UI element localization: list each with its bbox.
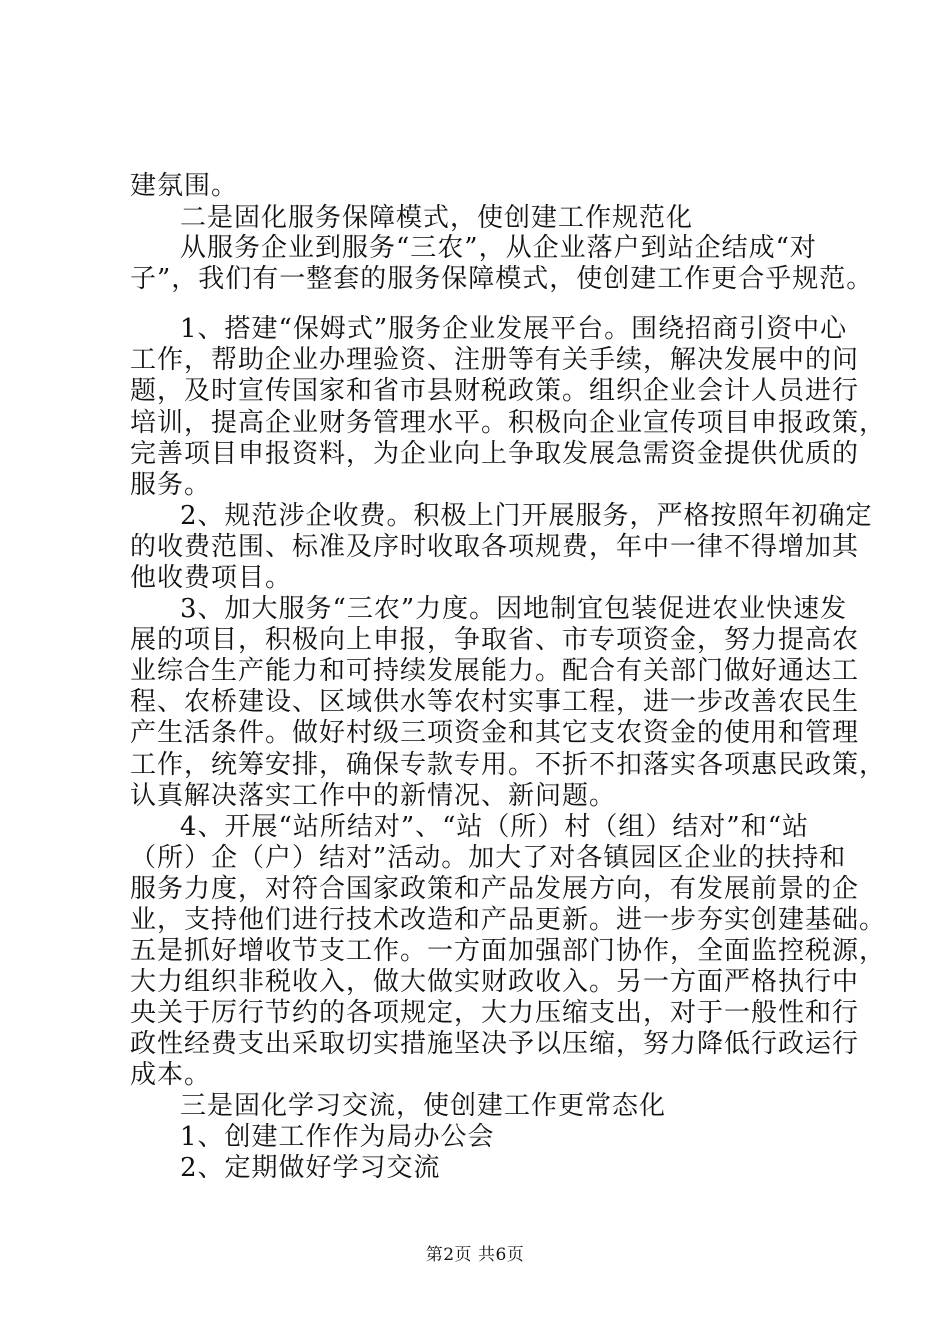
text-line: 业，支持他们进行技术改造和产品更新。进一步夯实创建基础。 [130, 905, 887, 935]
text-line: 4、开展“站所结对”、“站（所）村（组）结对”和“站 [180, 812, 810, 842]
text-line: 2、定期做好学习交流 [180, 1153, 441, 1183]
text-line: 的收费范围、标准及序时收取各项规费，年中一律不得增加其 [130, 532, 860, 562]
text-line: 业综合生产能力和可持续发展能力。配合有关部门做好通达工 [130, 656, 860, 686]
text-line: 央关于厉行节约的各项规定，大力压缩支出，对于一般性和行 [130, 998, 860, 1028]
text-line: 他收费项目。 [130, 563, 293, 593]
text-line: 3、加大服务“三农”力度。因地制宜包装促进农业快速发 [180, 594, 848, 624]
text-line: 子”，我们有一整套的服务保障模式，使创建工作更合乎规范。 [130, 264, 874, 294]
text-line: 从服务企业到服务“三农”，从企业落户到站企结成“对 [180, 233, 817, 263]
text-line: 培训，提高企业财务管理水平。积极向企业宣传项目申报政策， [130, 408, 887, 438]
section-heading: 三是固化学习交流，使创建工作更常态化 [180, 1091, 667, 1121]
page-number-footer: 第2页 共6页 [425, 1245, 525, 1265]
text-line: 大力组织非税收入，做大做实财政收入。另一方面严格执行中 [130, 967, 860, 997]
text-line: 工作，帮助企业办理验资、注册等有关手续，解决发展中的问 [130, 345, 860, 375]
section-heading: 二是固化服务保障模式，使创建工作规范化 [180, 203, 694, 233]
text-line: 展的项目，积极向上申报，争取省、市专项资金，努力提高农 [130, 625, 860, 655]
text-line: 成本。 [130, 1060, 212, 1090]
text-line: 1、创建工作作为局办公会 [180, 1122, 495, 1152]
text-line: 认真解决落实工作中的新情况、新问题。 [130, 781, 617, 811]
text-line: 五是抓好增收节支工作。一方面加强部门协作，全面监控税源， [130, 936, 887, 966]
text-line: 产生活条件。做好村级三项资金和其它支农资金的使用和管理 [130, 718, 860, 748]
text-line: 2、规范涉企收费。积极上门开展服务，严格按照年初确定 [180, 501, 873, 531]
text-line: （所）企（户）结对”活动。加大了对各镇园区企业的扶持和 [130, 843, 847, 873]
text-line: 政性经费支出采取切实措施坚决予以压缩，努力降低行政运行 [130, 1029, 860, 1059]
text-line: 完善项目申报资料，为企业向上争取发展急需资金提供优质的 [130, 439, 860, 469]
text-line: 工作，统筹安排，确保专款专用。不折不扣落实各项惠民政策， [130, 750, 887, 780]
text-line: 程、农桥建设、区域供水等农村实事工程，进一步改善农民生 [130, 687, 860, 717]
text-line: 服务力度，对符合国家政策和产品发展方向，有发展前景的企 [130, 874, 860, 904]
text-line: 建氛围。 [130, 171, 239, 201]
text-line: 服务。 [130, 470, 212, 500]
text-line: 1、搭建“保姆式”服务企业发展平台。围绕招商引资中心 [180, 314, 848, 344]
text-line: 题，及时宣传国家和省市县财税政策。组织企业会计人员进行 [130, 376, 860, 406]
